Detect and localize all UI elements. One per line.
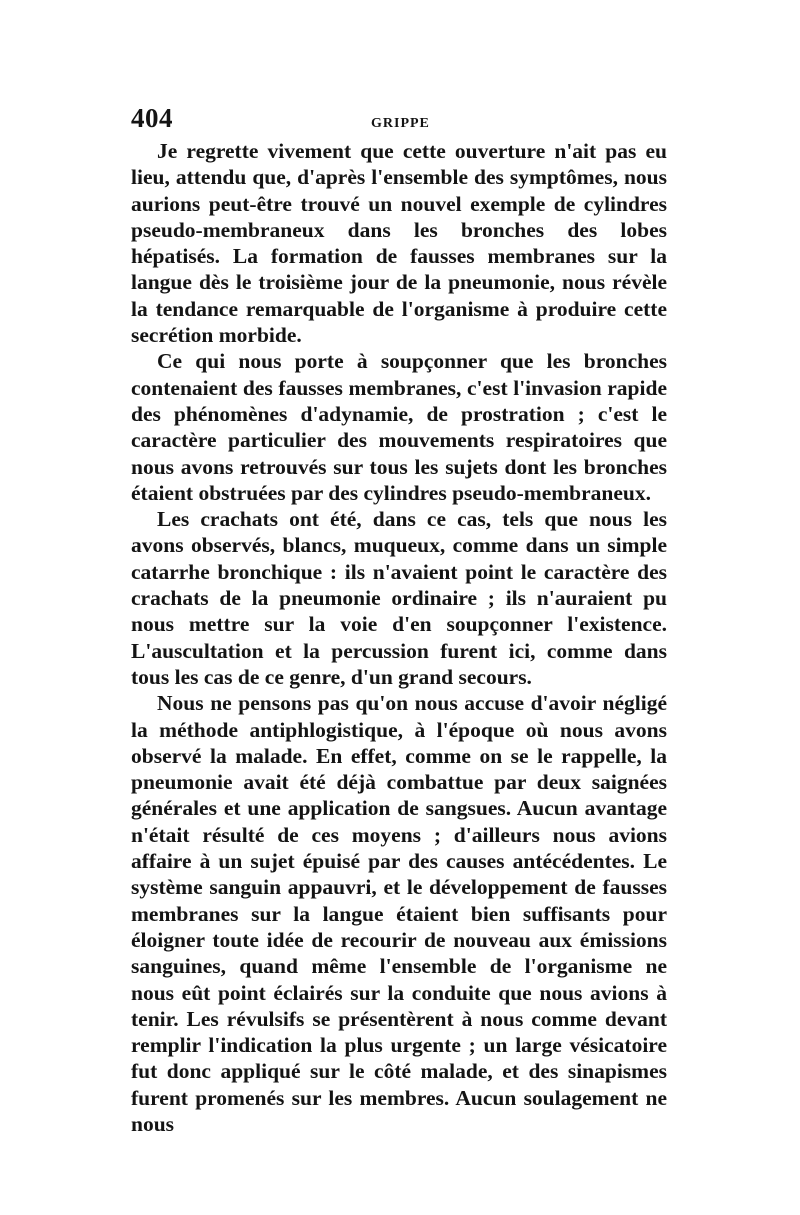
paragraph: Je regrette vivement que cette ouverture n'ait pas eu lieu, attendu que, d'après l'ensemble des symptômes, nous aurions peut-être trouvé un nouvel exemple de cylindres pseudo-membraneux dans les bronches des lobes hépatisés. La formation de fausses membranes sur la langue dès le troisième jour de la pneumonie, nous révèle la tendance remarquable de l'organisme à produire cette secrétion morbide. — [131, 139, 667, 348]
running-head: GRIPPE — [371, 116, 430, 131]
page-header — [131, 103, 667, 143]
body-text — [131, 138, 667, 1137]
page-number: 404 — [131, 103, 173, 133]
paragraph: Ce qui nous porte à soupçonner que les bronches contenaient des fausses membranes, c'est l'invasion rapide des phénomènes d'adynamie, de prostration ; c'est le caractère particulier des mouvements respiratoires que nous avons retrouvés sur tous les sujets dont les bronches étaient obstruées par des cylindres pseudo-membraneux. — [131, 349, 667, 505]
paragraph: Les crachats ont été, dans ce cas, tels que nous les avons observés, blancs, muqueux, comme dans un simple catarrhe bronchique : ils n'avaient point le caractère des crachats de la pneumonie ordinaire ; ils n'auraient pu nous mettre sur la voie d'en soupçonner l'existence. L'auscultation et la percussion furent ici, comme dans tous les cas de ce genre, d'un grand secours. — [131, 507, 667, 689]
paragraph: Nous ne pensons pas qu'on nous accuse d'avoir négligé la méthode antiphlogistique, à l'époque où nous avons observé la malade. En effet, comme on se le rappelle, la pneumonie avait été déjà combattue par deux saignées générales et une application de sangsues. Aucun avantage n'était résulté de ces moyens ; d'ailleurs nous avions affaire à un sujet épuisé par des causes antécédentes. Le système sanguin appauvri, et le développement de fausses membranes sur la langue étaient bien suffisants pour éloigner toute idée de recourir de nouveau aux émissions sanguines, quand même l'ensemble de l'organisme ne nous eût point éclairés sur la conduite que nous avions à tenir. Les révulsifs se présentèrent à nous comme devant remplir l'indication la plus urgente ; un large vésicatoire fut donc appliqué sur le côté malade, et des sinapismes furent promenés sur les membres. Aucun soulagement ne nous — [131, 691, 667, 1136]
